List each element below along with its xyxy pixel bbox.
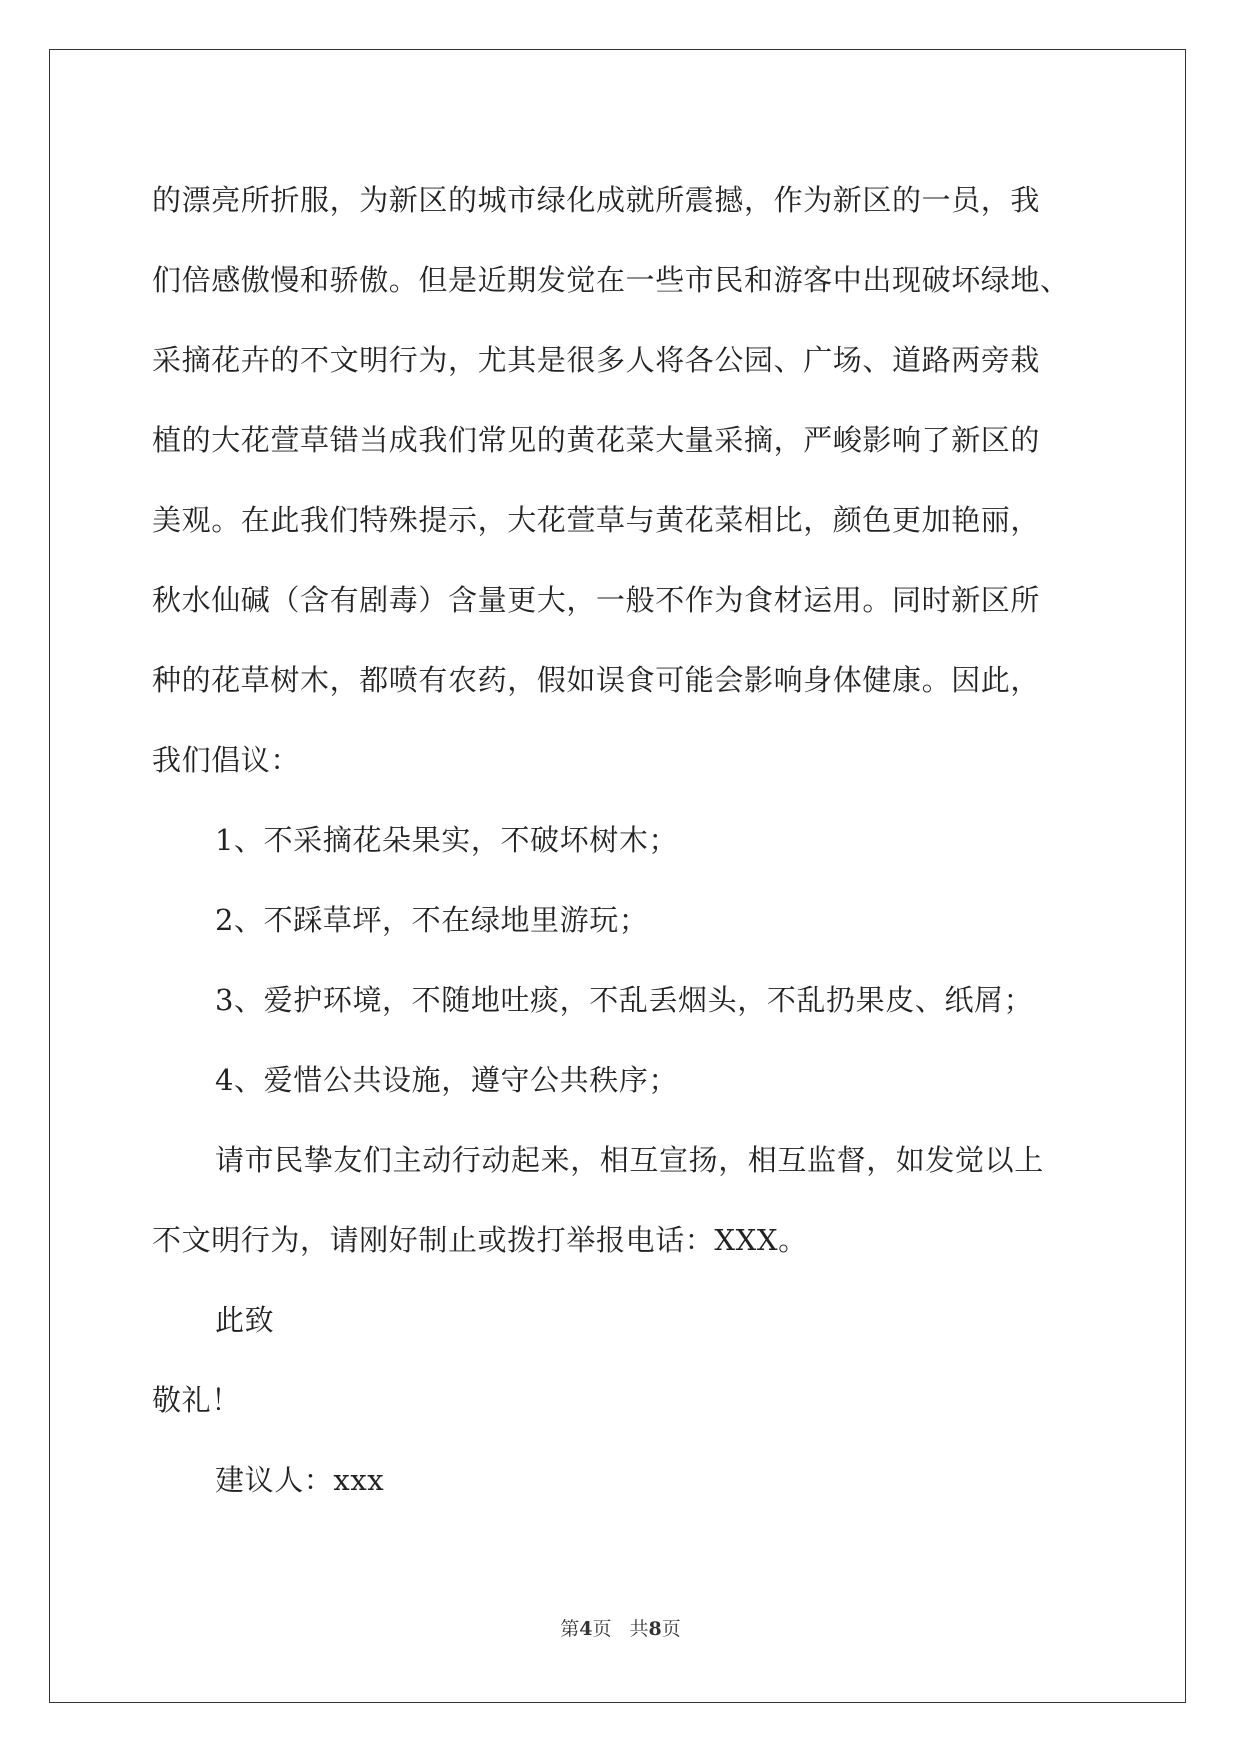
signature: 建议人：xxx <box>215 1463 385 1497</box>
total-prefix: 共 <box>629 1618 649 1640</box>
proposal-intro: 我们倡议： <box>152 743 301 777</box>
closing-regards: 敬礼！ <box>152 1383 241 1417</box>
document-body <box>152 160 1090 1520</box>
body-line: 植的大花萱草错当成我们常见的黄花菜大量采摘，严峻影响了新区的 <box>152 423 1041 457</box>
appeal-paragraph-cont: 不文明行为，请刚好制止或拨打举报电话：XXX。 <box>152 1223 808 1257</box>
appeal-paragraph: 请市民挚友们主动行动起来，相互宣扬，相互监督，如发觉以上 <box>215 1143 1044 1177</box>
total-unit: 页 <box>661 1618 681 1640</box>
proposal-item-3: 3、爱护环境，不随地吐痰，不乱丢烟头，不乱扔果皮、纸屑； <box>215 983 1034 1017</box>
proposal-item-2: 2、不踩草坪，不在绿地里游玩； <box>215 903 649 937</box>
page-unit: 页 <box>592 1618 612 1640</box>
body-line: 种的花草树木，都喷有农药，假如误食可能会影响身体健康。因此， <box>152 663 1041 697</box>
total-page-number: 8 <box>648 1618 662 1640</box>
body-line: 的漂亮所折服，为新区的城市绿化成就所震撼，作为新区的一员，我 <box>152 183 1041 217</box>
proposal-item-4: 4、爱惜公共设施，遵守公共秩序； <box>215 1063 679 1097</box>
body-line: 秋水仙碱（含有剧毒）含量更大，一般不作为食材运用。同时新区所 <box>152 583 1041 617</box>
proposal-item-1: 1、不采摘花朵果实，不破坏树木； <box>215 823 679 857</box>
body-line: 们倍感傲慢和骄傲。但是近期发觉在一些市民和游客中出现破坏绿地、 <box>152 263 1070 297</box>
body-line: 采摘花卉的不文明行为，尤其是很多人将各公园、广场、道路两旁栽 <box>152 343 1041 377</box>
page-prefix: 第 <box>560 1618 580 1640</box>
current-page-number: 4 <box>579 1618 593 1640</box>
page-footer <box>0 1614 1241 1641</box>
closing-salutation: 此致 <box>215 1303 275 1337</box>
body-line: 美观。在此我们特殊提示，大花萱草与黄花菜相比，颜色更加艳丽， <box>152 503 1041 537</box>
